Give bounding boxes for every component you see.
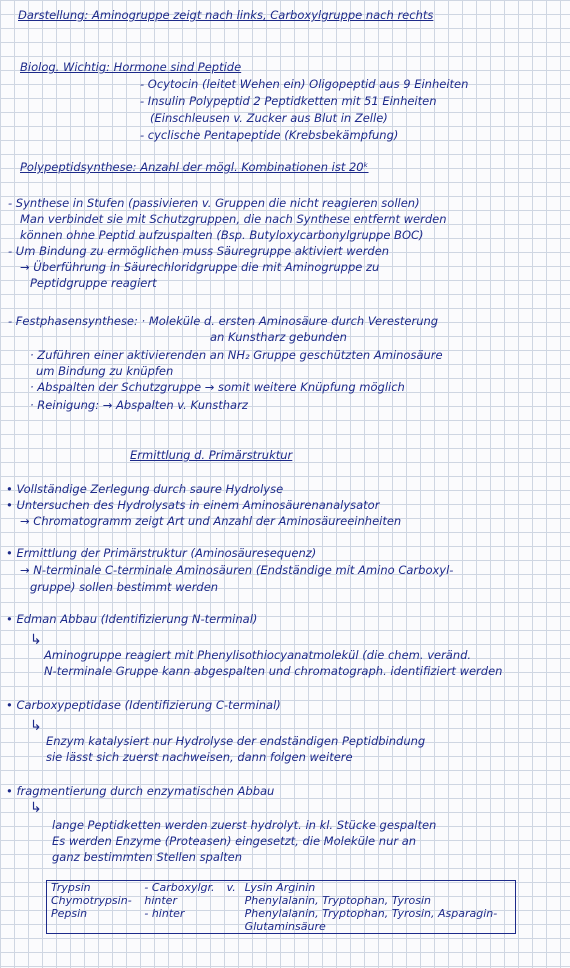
note-line: Darstellung: Aminogruppe zeigt nach links, Carboxylgruppe nach rechts [18,8,434,22]
table-cell: Trypsin [51,881,91,894]
note-line: ganz bestimmten Stellen spalten [52,850,243,864]
note-line: - Synthese in Stufen (passivieren v. Gruppen die nicht reagieren sollen) [8,196,420,210]
note-line: • Untersuchen des Hydrolysats in einem Aminosäurenanalysator [6,498,380,512]
note-line: um Bindung zu knüpfen [36,364,174,378]
table-cell [140,920,222,934]
table-cell: hinter [144,894,177,907]
note-line: - cyclische Pentapeptide (Krebsbekämpfung) [140,128,399,142]
note-line: → Chromatogramm zeigt Art und Anzahl der Aminosäureeinheiten [20,514,402,528]
protease-table [46,880,516,934]
table-cell: Pepsin [51,907,88,920]
table-cell: Lysin Arginin [244,881,316,894]
note-line: können ohne Peptid aufzuspalten (Bsp. Butyloxycarbonylgruppe BOC) [20,228,424,242]
note-line: - Festphasensynthese: · Moleküle d. ersten Aminosäure durch Veresterung [8,314,439,328]
table-cell [223,907,241,920]
note-line: - Ocytocin (leitet Wehen ein) Oligopeptid aus 9 Einheiten [140,77,469,91]
note-line: · Reinigung: → Abspalten v. Kunstharz [30,398,248,412]
note-line: • fragmentierung durch enzymatischen Abbau [6,784,275,798]
note-line: sie lässt sich zuerst nachweisen, dann folgen weitere [46,750,353,764]
note-line: • Carboxypeptidase (Identifizierung C-terminal) [6,698,281,712]
note-line: gruppe) sollen bestimmt werden [30,580,219,594]
table-cell: Glutaminsäure [244,920,326,933]
note-line: · Abspalten der Schutzgruppe → somit weitere Knüpfung möglich [30,380,405,394]
table-cell: Chymotrypsin- [51,894,132,907]
table-row [47,894,516,907]
table-cell: Phenylalanin, Tryptophan, Tyrosin [244,894,431,907]
note-line: Peptidgruppe reagiert [30,276,157,290]
table-cell: - hinter [144,907,185,920]
note-line: (Einschleusen v. Zucker aus Blut in Zelle) [150,111,388,125]
note-line: lange Peptidketten werden zuerst hydrolyt. in kl. Stücke gespalten [52,818,437,832]
note-line: Biolog. Wichtig: Hormone sind Peptide [20,60,242,74]
table-cell: - Carboxylgr. [144,881,215,894]
table-row [47,920,516,934]
table-row [47,907,516,920]
note-line: • Vollständige Zerlegung durch saure Hydrolyse [6,482,284,496]
note-line: - Um Bindung zu ermöglichen muss Säuregruppe aktiviert werden [8,244,390,258]
note-line: - Insulin Polypeptid 2 Peptidketten mit 51 Einheiten [140,94,437,108]
note-line: → Überführung in Säurechloridgruppe die mit Aminogruppe zu [20,260,380,274]
note-line: Aminogruppe reagiert mit Phenylisothiocyanatmolekül (die chem. veränd. [44,648,472,662]
note-line: Polypeptidsynthese: Anzahl der mögl. Kombinationen ist 20ᵏ [20,160,369,174]
note-line: N-terminale Gruppe kann abgespalten und chromatograph. identifiziert werden [44,664,503,678]
table-cell [47,920,141,934]
arrow-icon: ↳ [30,718,42,734]
arrow-icon: ↳ [30,800,42,816]
note-line: · Zuführen einer aktivierenden an NH₂ Gruppe geschützten Aminosäure [30,348,443,362]
table-row [47,881,516,895]
note-line: Es werden Enzyme (Proteasen) eingesetzt, die Moleküle nur an [52,834,417,848]
table-cell: v. [226,881,236,894]
note-line: an Kunstharz gebunden [210,330,347,344]
note-line: Enzym katalysiert nur Hydrolyse der endständigen Peptidbindung [46,734,426,748]
arrow-icon: ↳ [30,632,42,648]
table-cell [223,920,241,934]
note-line: • Edman Abbau (Identifizierung N-terminal) [6,612,258,626]
note-line: Ermittlung d. Primärstruktur [130,448,293,462]
table-cell [223,894,241,907]
note-line: → N-terminale C-terminale Aminosäuren (Endständige mit Amino Carboxyl- [20,563,454,577]
table-cell: Phenylalanin, Tryptophan, Tyrosin, Asparagin- [244,907,498,920]
note-line: • Ermittlung der Primärstruktur (Aminosäuresequenz) [6,546,317,560]
note-line: Man verbindet sie mit Schutzgruppen, die nach Synthese entfernt werden [20,212,447,226]
